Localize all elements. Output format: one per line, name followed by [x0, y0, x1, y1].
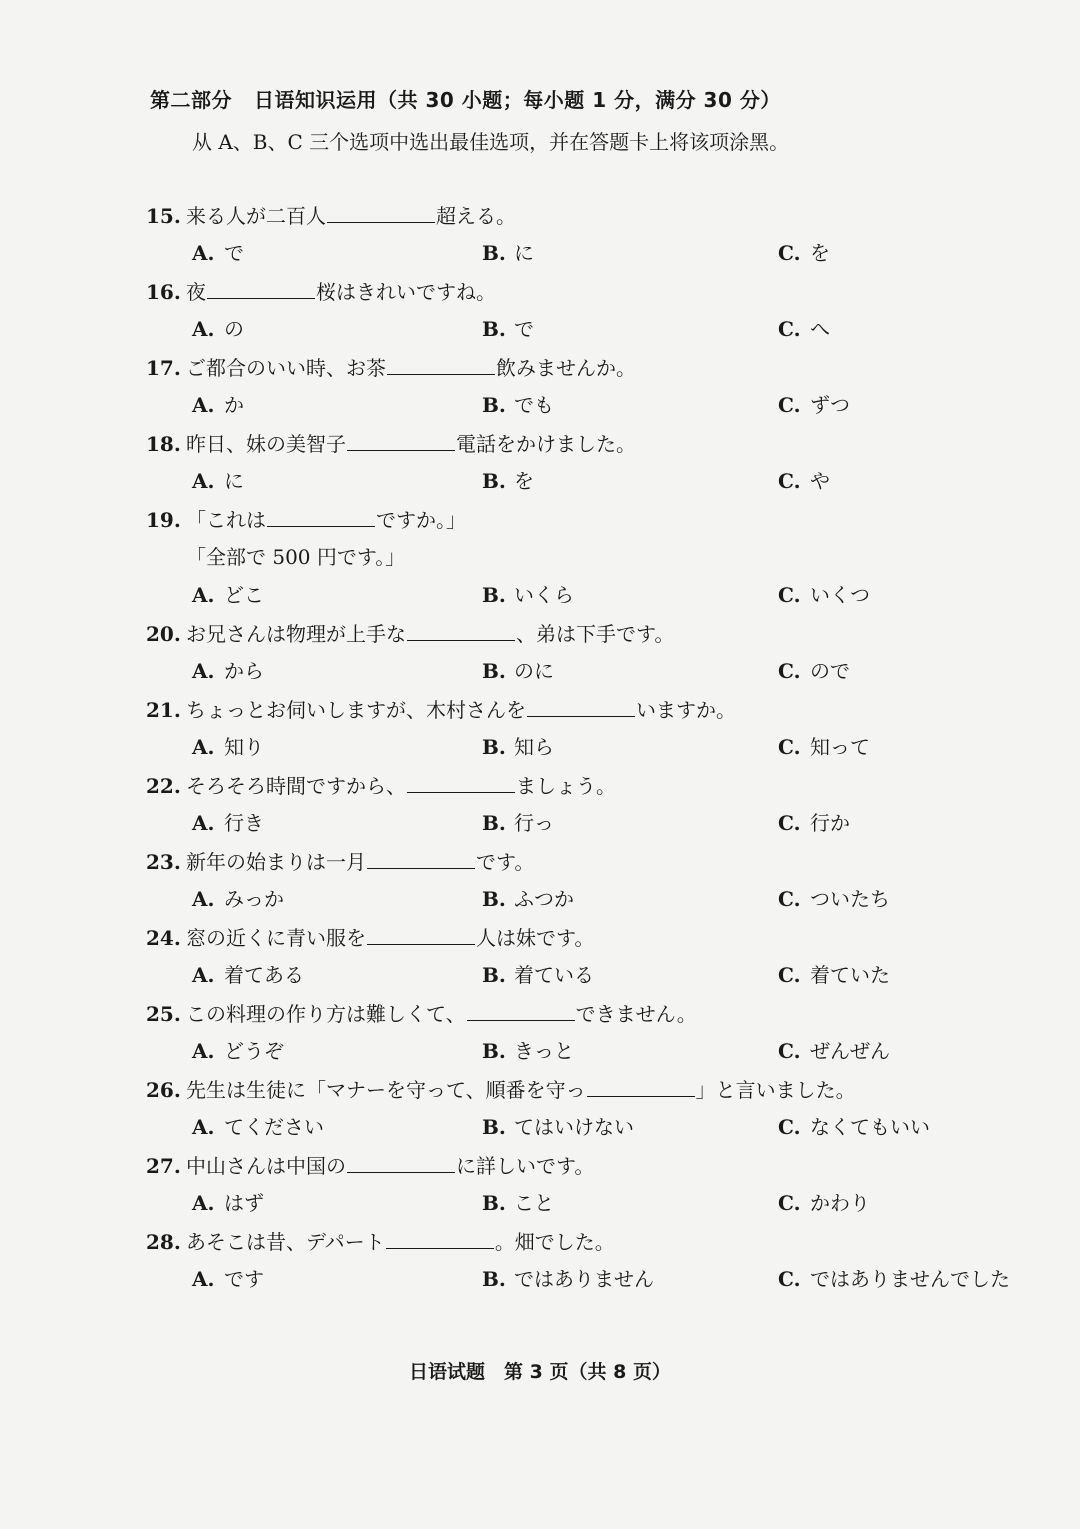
option-b [482, 884, 574, 914]
question-item [146, 276, 1046, 352]
option-letter: A. [192, 393, 215, 417]
option-b [482, 732, 554, 762]
option-row [192, 238, 1052, 268]
option-letter: C. [778, 735, 801, 759]
stem-before: お兄さんは物理が上手な [186, 622, 406, 646]
option-text: です [224, 1267, 264, 1291]
stem-before: あそこは昔、デパート [186, 1230, 385, 1254]
option-c [778, 580, 870, 610]
stem-after: いますか。 [636, 698, 736, 722]
option-c [778, 1112, 930, 1142]
option-letter: A. [192, 1039, 215, 1063]
option-letter: B. [482, 583, 506, 607]
option-row [192, 390, 1052, 420]
question-item [146, 1226, 1046, 1302]
option-text: か [224, 393, 244, 417]
question-item [146, 200, 1046, 276]
option-b [482, 960, 594, 990]
option-text: 着ている [514, 963, 594, 987]
option-c [778, 808, 850, 838]
stem-after: 、弟は下手です。 [516, 622, 675, 646]
option-row [192, 466, 1052, 496]
answer-blank [367, 922, 475, 945]
option-letter: B. [482, 963, 506, 987]
answer-blank [367, 846, 475, 869]
option-text: に [224, 469, 244, 493]
stem-after: 電話をかけました。 [456, 432, 636, 456]
option-c [778, 960, 890, 990]
option-text: や [810, 469, 830, 493]
option-c [778, 1188, 870, 1218]
question-item [146, 846, 1046, 922]
question-number: 19. [146, 508, 181, 532]
option-a [192, 238, 244, 268]
question-number: 20. [146, 622, 181, 646]
option-text: 行っ [514, 811, 554, 835]
question-list [146, 200, 1046, 1302]
stem-before: 「これは [186, 508, 266, 532]
stem-after: 桜はきれいですね。 [316, 280, 496, 304]
stem-before: 先生は生徒に「マナーを守って、順番を守っ [186, 1078, 586, 1102]
option-text: 知って [810, 735, 870, 759]
question-number: 16. [146, 280, 181, 304]
section-heading [150, 84, 781, 113]
stem-after: できません。 [575, 1002, 697, 1026]
option-letter: B. [482, 735, 506, 759]
option-a [192, 656, 264, 686]
question-number: 23. [146, 850, 181, 874]
option-letter: C. [778, 1039, 801, 1063]
option-letter: C. [778, 317, 801, 341]
option-letter: B. [482, 659, 506, 683]
option-text: かわり [810, 1191, 870, 1215]
option-b [482, 1264, 654, 1294]
option-letter: B. [482, 241, 506, 265]
answer-blank [327, 200, 435, 223]
option-b [482, 238, 534, 268]
option-row [192, 884, 1052, 914]
option-row [192, 732, 1052, 762]
option-letter: B. [482, 811, 506, 835]
question-number: 27. [146, 1154, 181, 1178]
option-letter: A. [192, 735, 215, 759]
option-letter: B. [482, 887, 506, 911]
option-a [192, 1036, 284, 1066]
question-stem [146, 998, 697, 1028]
question-item [146, 504, 1046, 618]
question-item [146, 428, 1046, 504]
option-text: 着ていた [810, 963, 890, 987]
stem-after: 人は妹です。 [476, 926, 595, 950]
stem-after: です。 [476, 850, 535, 874]
option-text: いくつ [810, 583, 870, 607]
option-letter: B. [482, 1115, 506, 1139]
option-text: のに [514, 659, 554, 683]
option-letter: B. [482, 469, 506, 493]
option-text: こと [514, 1191, 554, 1215]
option-text: ずつ [810, 393, 850, 417]
option-a [192, 960, 304, 990]
stem-after: ですか。」 [376, 508, 466, 532]
option-letter: C. [778, 241, 801, 265]
question-item [146, 618, 1046, 694]
option-letter: C. [778, 659, 801, 683]
answer-blank [387, 352, 495, 375]
answer-blank [347, 1150, 455, 1173]
stem-after: ましょう。 [516, 774, 616, 798]
option-letter: C. [778, 1115, 801, 1139]
option-text: ふつか [514, 887, 574, 911]
option-b [482, 656, 554, 686]
question-item [146, 922, 1046, 998]
answer-blank [407, 770, 515, 793]
option-text: てください [224, 1115, 324, 1139]
option-a [192, 466, 244, 496]
option-c [778, 238, 830, 268]
option-row [192, 960, 1052, 990]
option-c [778, 314, 830, 344]
option-letter: A. [192, 317, 215, 341]
option-a [192, 808, 264, 838]
question-number: 21. [146, 698, 181, 722]
stem-before: 新年の始まりは一月 [186, 850, 366, 874]
option-text: ではありません [514, 1267, 654, 1291]
option-text: てはいけない [514, 1115, 634, 1139]
option-text: 知ら [514, 735, 554, 759]
option-letter: A. [192, 583, 215, 607]
option-b [482, 466, 534, 496]
question-item [146, 694, 1046, 770]
question-item [146, 352, 1046, 428]
stem-before: この料理の作り方は難しくて、 [186, 1002, 466, 1026]
option-a [192, 1112, 324, 1142]
question-number: 17. [146, 356, 181, 380]
answer-blank [267, 504, 375, 527]
question-number: 26. [146, 1078, 181, 1102]
question-number: 15. [146, 204, 181, 228]
page-footer: 日语试题 第 3 页（共 8 页） [409, 1361, 671, 1383]
question-number: 22. [146, 774, 181, 798]
option-text: きっと [514, 1039, 574, 1063]
option-text: 行き [224, 811, 264, 835]
option-row [192, 1036, 1052, 1066]
option-b [482, 1188, 554, 1218]
option-letter: A. [192, 1191, 215, 1215]
option-text: に [514, 241, 534, 265]
stem-before: そろそろ時間ですから、 [186, 774, 406, 798]
option-a [192, 314, 244, 344]
option-letter: B. [482, 1267, 506, 1291]
option-c [778, 884, 890, 914]
option-letter: B. [482, 1191, 506, 1215]
answer-blank [207, 276, 315, 299]
option-text: ぜんぜん [810, 1039, 890, 1063]
question-item [146, 998, 1046, 1074]
option-b [482, 580, 574, 610]
stem-before: 昨日、妹の美智子 [186, 432, 346, 456]
section-instruction: 从 A、B、C 三个选项中选出最佳选项，并在答题卡上将该项涂黑。 [192, 130, 790, 154]
option-row [192, 580, 1052, 610]
option-letter: A. [192, 1115, 215, 1139]
question-number: 18. [146, 432, 181, 456]
option-letter: A. [192, 887, 215, 911]
option-row [192, 1112, 1052, 1142]
option-row [192, 808, 1052, 838]
stem-before: 窓の近くに青い服を [186, 926, 366, 950]
option-a [192, 884, 284, 914]
question-stem [146, 428, 636, 458]
option-text: でも [514, 393, 554, 417]
option-text: なくてもいい [810, 1115, 930, 1139]
option-a [192, 1188, 264, 1218]
question-stem [146, 618, 674, 648]
option-b [482, 390, 554, 420]
option-letter: A. [192, 659, 215, 683]
question-stem [146, 200, 516, 230]
option-row [192, 314, 1052, 344]
option-text: はず [224, 1191, 264, 1215]
option-c [778, 732, 870, 762]
option-text: を [810, 241, 830, 265]
option-text: から [224, 659, 264, 683]
section-title: 日语知识运用（共 30 小题；每小题 1 分，满分 30 分） [254, 88, 781, 112]
option-letter: B. [482, 393, 506, 417]
option-row [192, 1188, 1052, 1218]
question-stem [146, 770, 616, 800]
option-text: どうぞ [224, 1039, 284, 1063]
answer-blank [527, 694, 635, 717]
stem-before: ちょっとお伺いしますが、木村さんを [186, 698, 526, 722]
stem-after: に詳しいです。 [456, 1154, 595, 1178]
option-row [192, 1264, 1052, 1294]
stem-after: 」と言いました。 [695, 1078, 856, 1102]
option-letter: A. [192, 469, 215, 493]
question-stem [146, 504, 466, 534]
option-c [778, 656, 850, 686]
option-letter: C. [778, 1191, 801, 1215]
option-text: ので [810, 659, 850, 683]
option-text: みっか [224, 887, 284, 911]
option-letter: C. [778, 469, 801, 493]
option-letter: C. [778, 963, 801, 987]
option-b [482, 808, 554, 838]
option-a [192, 390, 244, 420]
question-number: 24. [146, 926, 181, 950]
option-letter: B. [482, 317, 506, 341]
option-text: へ [810, 317, 830, 341]
question-item [146, 770, 1046, 846]
stem-after: 。畑でした。 [494, 1230, 615, 1254]
option-letter: A. [192, 1267, 215, 1291]
option-text: 着てある [224, 963, 304, 987]
question-stem [146, 694, 736, 724]
question-item [146, 1074, 1046, 1150]
question-stem [146, 1150, 594, 1180]
option-letter: A. [192, 241, 215, 265]
option-text: で [514, 317, 534, 341]
option-text: 知り [224, 735, 264, 759]
question-stem-line2: 「全部で 500 円です。」 [186, 545, 406, 569]
option-text: 行か [810, 811, 850, 835]
option-text: で [224, 241, 244, 265]
option-c [778, 1264, 1010, 1294]
option-b [482, 314, 534, 344]
question-item [146, 1150, 1046, 1226]
option-letter: A. [192, 963, 215, 987]
answer-blank [407, 618, 515, 641]
option-text: いくら [514, 583, 574, 607]
option-letter: C. [778, 1267, 801, 1291]
stem-before: 来る人が二百人 [186, 204, 326, 228]
option-letter: A. [192, 811, 215, 835]
option-letter: C. [778, 887, 801, 911]
option-row [192, 656, 1052, 686]
option-letter: C. [778, 393, 801, 417]
option-letter: C. [778, 583, 801, 607]
option-b [482, 1112, 634, 1142]
answer-blank [386, 1226, 494, 1249]
option-text: ついたち [810, 887, 890, 911]
option-c [778, 1036, 890, 1066]
stem-after: 超える。 [436, 204, 516, 228]
stem-before: 中山さんは中国の [186, 1154, 346, 1178]
question-stem [146, 922, 594, 952]
answer-blank [587, 1074, 695, 1097]
option-text: を [514, 469, 534, 493]
option-c [778, 390, 850, 420]
option-a [192, 1264, 264, 1294]
question-stem [146, 846, 534, 876]
option-letter: B. [482, 1039, 506, 1063]
stem-after: 飲みませんか。 [496, 356, 636, 380]
question-number: 28. [146, 1230, 181, 1254]
option-text: の [224, 317, 244, 341]
option-a [192, 580, 264, 610]
question-stem [146, 276, 496, 306]
option-letter: C. [778, 811, 801, 835]
question-number: 25. [146, 1002, 181, 1026]
option-a [192, 732, 264, 762]
option-b [482, 1036, 574, 1066]
question-stem [146, 1226, 615, 1256]
answer-blank [467, 998, 575, 1021]
option-c [778, 466, 830, 496]
stem-before: 夜 [186, 280, 206, 304]
option-text: どこ [224, 583, 264, 607]
answer-blank [347, 428, 455, 451]
question-stem [146, 352, 636, 382]
question-stem [146, 1074, 856, 1104]
stem-before: ご都合のいい時、お茶 [186, 356, 386, 380]
section-part: 第二部分 [150, 88, 232, 112]
option-text: ではありませんでした [810, 1267, 1010, 1291]
